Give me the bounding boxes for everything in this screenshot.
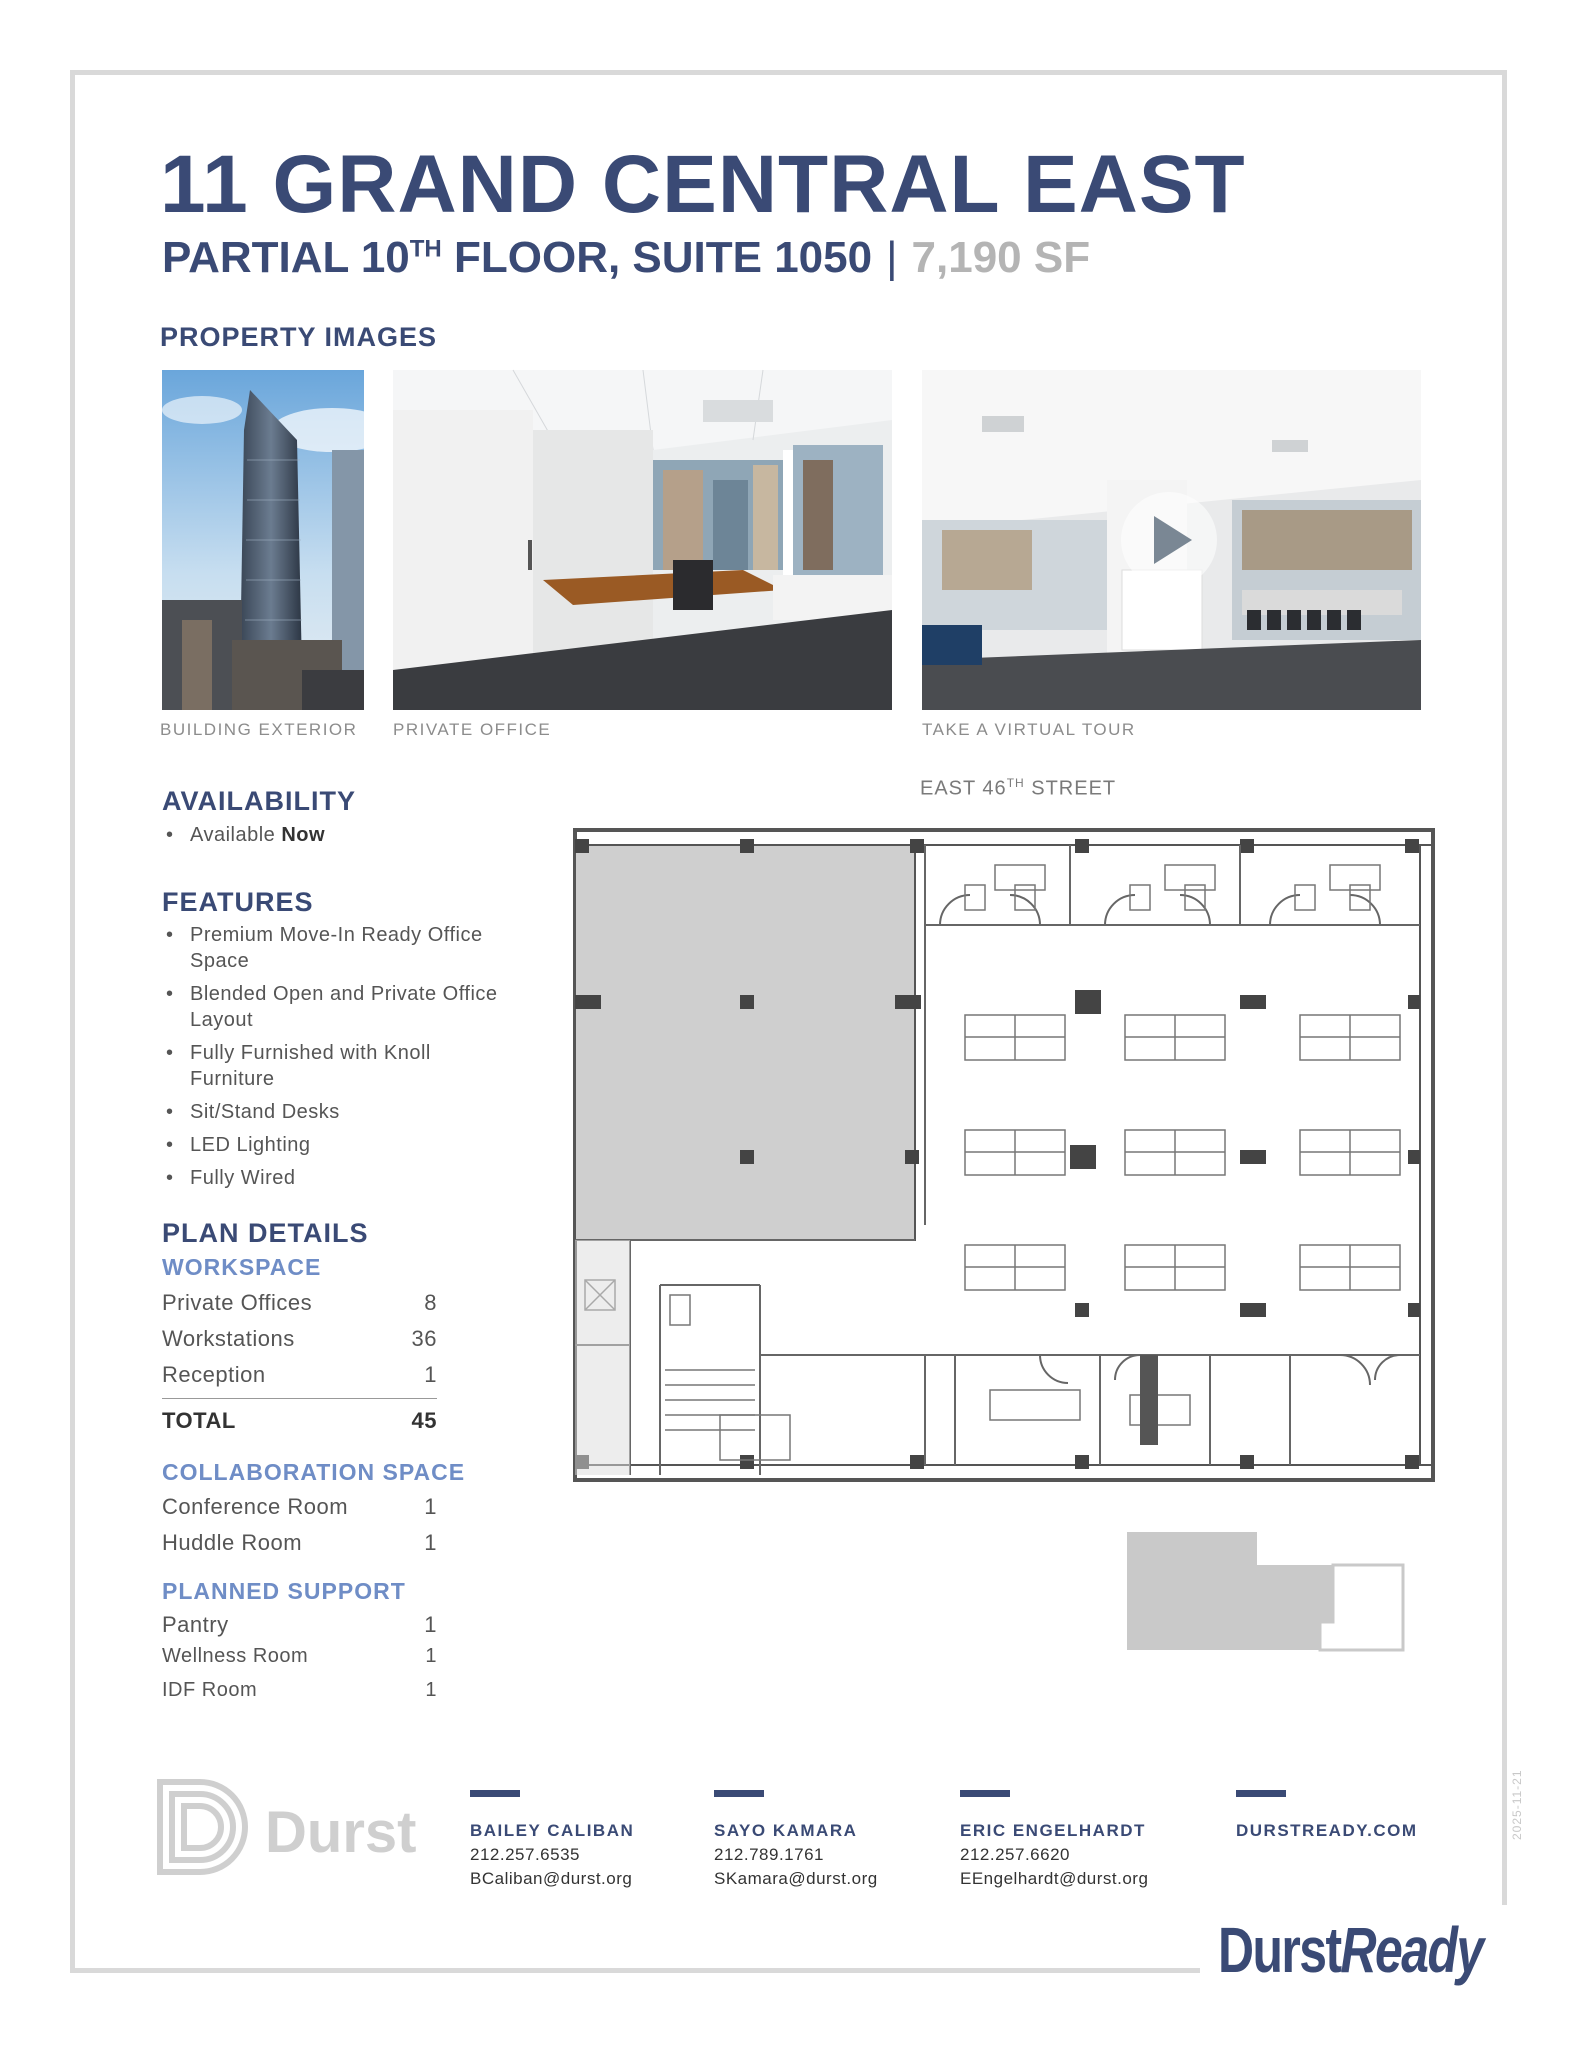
row-value: 1 — [424, 1612, 437, 1637]
website-link[interactable]: DURSTREADY.COM — [1236, 1821, 1418, 1840]
street-label — [920, 776, 1116, 801]
feature-item: • Sit/Stand Desks — [162, 1099, 510, 1125]
contact-accent-bar — [960, 1790, 1010, 1797]
subtitle-sup: TH — [409, 235, 442, 263]
row-label: Huddle Room — [162, 1530, 303, 1555]
contact-name: SAYO KAMARA — [714, 1821, 858, 1840]
row-value: 1 — [425, 1645, 437, 1667]
logo-ready-part: Ready — [1340, 1914, 1483, 1986]
row-label: TOTAL — [162, 1408, 236, 1433]
row-value: 1 — [425, 1679, 437, 1701]
contact-accent-bar — [470, 1790, 520, 1797]
row-label: Wellness Room — [162, 1645, 309, 1667]
row-value: 36 — [411, 1326, 437, 1351]
feature-item: • Blended Open and Private Office Layout — [162, 981, 510, 1033]
subtitle-floor: PARTIAL 10 — [162, 233, 410, 282]
plan-row-idf-room — [162, 1679, 437, 1702]
contact-phone[interactable]: 212.257.6535 — [470, 1845, 580, 1864]
caption-private-office: PRIVATE OFFICE — [393, 720, 552, 739]
plan-row-huddle-room — [162, 1530, 437, 1556]
row-label: Private Offices — [162, 1290, 313, 1315]
availability-list — [162, 822, 510, 855]
contact-email[interactable]: EEngelhardt@durst.org — [960, 1869, 1149, 1888]
row-label: Pantry — [162, 1612, 229, 1637]
contact-card — [470, 1790, 634, 1891]
plan-row-conference-room — [162, 1494, 437, 1520]
page-subtitle — [162, 228, 1090, 288]
floor-plan — [570, 825, 1440, 1485]
website-block — [1236, 1790, 1418, 1843]
contact-email[interactable]: SKamara@durst.org — [714, 1869, 878, 1888]
contact-name: ERIC ENGELHARDT — [960, 1821, 1146, 1840]
contact-accent-bar — [1236, 1790, 1286, 1797]
plan-row-reception — [162, 1362, 437, 1388]
street-suffix: STREET — [1024, 777, 1117, 800]
durstready-logo-text — [1218, 1913, 1483, 1987]
print-date: 2025-11-21 — [1510, 1769, 1524, 1840]
durstready-logo — [1200, 1905, 1510, 1990]
subtitle-square-feet: 7,190 SF — [911, 233, 1091, 282]
building-exterior-image[interactable] — [162, 370, 364, 710]
street-name: EAST 46 — [920, 777, 1007, 800]
property-images-heading: PROPERTY IMAGES — [160, 322, 438, 352]
row-value: 1 — [424, 1494, 437, 1519]
virtual-tour-image[interactable] — [922, 370, 1421, 710]
row-value: 1 — [424, 1362, 437, 1387]
adjacent-tenant-area — [575, 845, 915, 1240]
row-value: 1 — [424, 1530, 437, 1555]
contact-card — [960, 1790, 1148, 1891]
subtitle-separator: | — [886, 233, 898, 282]
workspace-heading: WORKSPACE — [162, 1254, 322, 1280]
caption-virtual-tour[interactable]: TAKE A VIRTUAL TOUR — [922, 720, 1136, 739]
key-plan — [1125, 1530, 1410, 1655]
plan-row-private-offices — [162, 1290, 437, 1316]
availability-heading: AVAILABILITY — [162, 786, 356, 816]
row-label: Conference Room — [162, 1494, 349, 1519]
support-heading: PLANNED SUPPORT — [162, 1578, 406, 1604]
total-divider — [162, 1398, 437, 1399]
subtitle-suite: FLOOR, SUITE 1050 — [441, 233, 873, 282]
contact-name: BAILEY CALIBAN — [470, 1821, 635, 1840]
collaboration-heading: COLLABORATION SPACE — [162, 1459, 466, 1485]
feature-item: • LED Lighting — [162, 1132, 510, 1158]
plan-details-heading: PLAN DETAILS — [162, 1218, 369, 1248]
plan-row-wellness-room — [162, 1645, 437, 1668]
contact-accent-bar — [714, 1790, 764, 1797]
availability-status: Now — [281, 824, 326, 846]
page-title: 11 GRAND CENTRAL EAST — [160, 139, 1246, 230]
durst-logo-text: Durst — [265, 1800, 417, 1865]
features-heading: FEATURES — [162, 887, 314, 917]
feature-item: • Fully Furnished with Knoll Furniture — [162, 1040, 510, 1092]
durst-logo — [155, 1772, 417, 1882]
contact-card — [714, 1790, 878, 1891]
contact-email[interactable]: BCaliban@durst.org — [470, 1869, 633, 1888]
contact-phone[interactable]: 212.257.6620 — [960, 1845, 1070, 1864]
plan-row-workstations — [162, 1326, 437, 1352]
plan-row-pantry — [162, 1612, 437, 1638]
row-value: 45 — [411, 1408, 437, 1433]
feature-item: • Fully Wired — [162, 1165, 510, 1191]
features-list — [162, 922, 510, 1198]
logo-durst-part: Durst — [1218, 1914, 1341, 1986]
availability-text: Available — [190, 824, 282, 846]
row-label: Reception — [162, 1362, 266, 1387]
feature-item: • Premium Move-In Ready Office Space — [162, 922, 510, 974]
caption-building-exterior: BUILDING EXTERIOR — [160, 720, 358, 739]
private-office-image[interactable] — [393, 370, 892, 710]
row-label: Workstations — [162, 1326, 295, 1351]
plan-row-total — [162, 1408, 437, 1434]
street-sup: TH — [1006, 776, 1025, 790]
availability-item — [162, 822, 510, 848]
row-label: IDF Room — [162, 1679, 258, 1701]
row-value: 8 — [424, 1290, 437, 1315]
contact-phone[interactable]: 212.789.1761 — [714, 1845, 824, 1864]
